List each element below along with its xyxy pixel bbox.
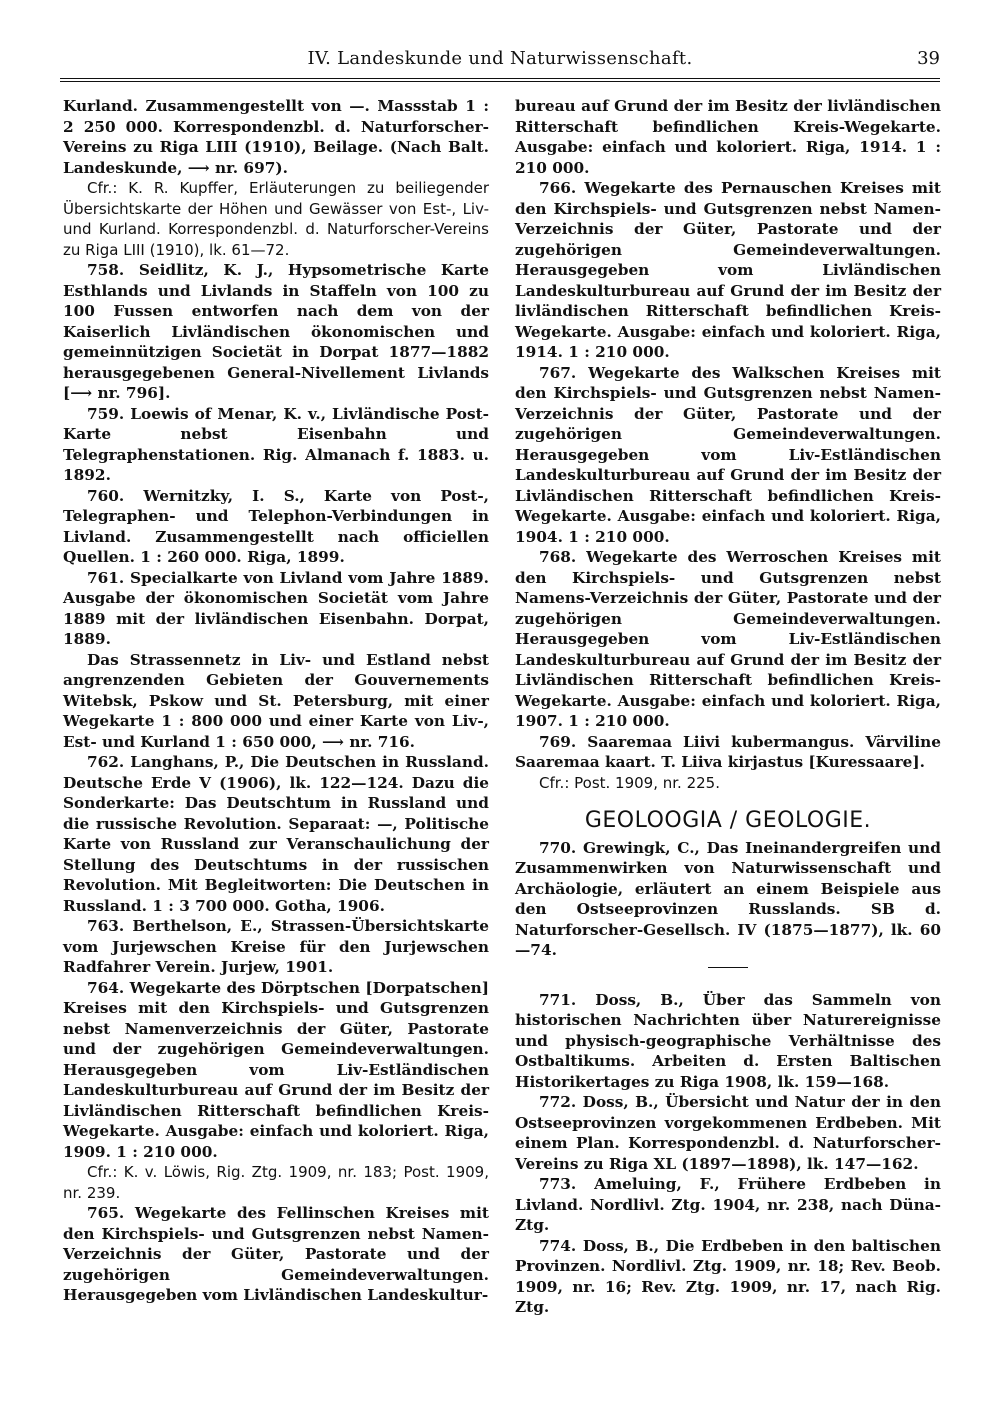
bibliography-entry: 769. Saaremaa Liivi kubermangus. Värviline Saaremaa kaart. T. Liiva kirjastus [Kuressaare].	[515, 732, 941, 771]
bibliography-entry: bureau auf Grund der im Besitz der livländischen Ritterschaft befindlichen Kreis-Wegekarte. Ausgabe: einfach und koloriert. Riga, 1914. 1 : 210 000.	[515, 97, 941, 177]
bibliography-entry: 761. Specialkarte von Livland vom Jahre 1889. Ausgabe der ökonomischen Societät vom Jahre 1889 mit der livländischen Eisenbahn. Dorpat, 1889.	[63, 568, 489, 648]
bibliography-entry: 774. Doss, B., Die Erdbeben in den baltischen Provinzen. Nordlivl. Ztg. 1909, nr. 18; Rev. Beob. 1909, nr. 16; Rev. Ztg. 1909, nr. 17, nach Rig. Ztg.	[515, 1236, 941, 1316]
bibliography-entry: 773. Ameluing, F., Frühere Erdbeben in Livland. Nordlivl. Ztg. 1904, nr. 238, nach Düna-Ztg.	[515, 1175, 941, 1234]
bibliography-entry: 764. Wegekarte des Dörptschen [Dorpatschen] Kreises mit den Kirchspiels- und Gutsgrenzen nebst Namenverzeichnis der Güter, Pastorate und der zugehörigen Gemeindeverwaltungen. Herausgegeben vom Liv-Estländischen Landeskulturbureau auf Grund der im Besitz der Livländischen Ritterschaft befindlichen Kreis-Wegekarte. Ausgabe: einfach und koloriert. Riga, 1909. 1 : 210 000.	[63, 978, 489, 1161]
reference-note: Cfr.: K. R. Kupffer, Erläuterungen zu beiliegender Übersichtskarte der Höhen und Gewässer von Est-, Liv- und Kurland. Korrespondenzbl. d. Naturforscher-Vereins zu Riga LIII (1910), lk. 61—72.	[63, 179, 489, 259]
page-number: 39	[917, 48, 940, 69]
header-rule-thin	[60, 81, 940, 82]
bibliography-entry: 758. Seidlitz, K. J., Hypsometrische Karte Esthlands und Livlands in Staffeln von 100 zu 100 Fussen entworfen nach dem von der Kaiserlich Livländischen ökonomischen und gemeinnützigen Societät in Dorpat 1877—1882 herausgegebenen General-Nivellement Livlands [⟶ nr. 796].	[63, 261, 489, 402]
bibliography-entry: 766. Wegekarte des Pernauschen Kreises mit den Kirchspiels- und Gutsgrenzen nebst Namen-Verzeichnis der Güter, Pastorate und der zugehörigen Gemeindeverwaltungen. Herausgegeben vom Livländischen Landeskulturbureau auf Grund der im Besitz der livländischen Ritterschaft befindlichen Kreis-Wegekarte. Ausgabe: einfach und koloriert. Riga, 1914. 1 : 210 000.	[515, 179, 941, 361]
page-header	[60, 40, 940, 74]
left-column	[63, 96, 489, 1306]
bibliography-entry: Das Strassennetz in Liv- und Estland nebst angrenzenden Gebieten der Gouvernements Witebsk, Pskow und St. Petersburg, mit einer Wegekarte 1 : 800 000 und einer Karte von Liv-, Est- und Kurland 1 : 650 000, ⟶ nr. 716.	[63, 650, 489, 751]
header-rule	[60, 78, 940, 79]
bibliography-entry: 759. Loewis of Menar, K. v., Livländische Post-Karte nebst Eisenbahn und Telegraphenstationen. Rig. Almanach f. 1883. u. 1892.	[63, 404, 489, 484]
bibliography-entry: 762. Langhans, P., Die Deutschen in Russland. Deutsche Erde V (1906), lk. 122—124. Dazu die Sonderkarte: Das Deutschtum in Russland und die russische Revolution. Separaat: —, Politische Karte von Russland zur Veranschaulichung der Stellung des Deutschtums in der russischen Revolution. Mit Begleitworten: Die Deutschen in Russland. 1 : 3 700 000. Gotha, 1906.	[63, 753, 489, 915]
bibliography-entry: 760. Wernitzky, I. S., Karte von Post-, Telegraphen- und Telephon-Verbindungen in Livland. Zusammengestellt nach officiellen Quellen. 1 : 260 000. Riga, 1899.	[63, 486, 489, 566]
right-column	[515, 96, 941, 1318]
bibliography-entry: 771. Doss, B., Über das Sammeln von historischen Nachrichten über Naturereignisse und physisch-geographische Verhältnisse des Ostbaltikums. Arbeiten d. Ersten Baltischen Historikertages zu Riga 1908, lk. 159—168.	[515, 990, 941, 1091]
separator-rule	[708, 967, 748, 968]
bibliography-entry: 765. Wegekarte des Fellinschen Kreises mit den Kirchspiels- und Gutsgrenzen nebst Namen-Verzeichnis der Güter, Pastorate und der zugehörigen Gemeindeverwaltungen. Herausgegeben vom Livländischen Landeskultur-	[63, 1204, 489, 1304]
bibliography-entry: Kurland. Zusammengestellt von —. Massstab 1 : 2 250 000. Korrespondenzbl. d. Naturforscher-Vereins zu Riga LIII (1910), Beilage. (Nach Balt. Landeskunde, ⟶ nr. 697).	[63, 97, 489, 177]
reference-note: Cfr.: Post. 1909, nr. 225.	[539, 773, 720, 792]
bibliography-entry: 770. Grewingk, C., Das Ineinandergreifen und Zusammenwirken von Naturwissenschaft und Archäologie, erläutert an einem Beispiele aus den Ostseeprovinzen Russlands. SB d. Naturforscher-Gesellsch. IV (1875—1877), lk. 60—74.	[515, 838, 941, 959]
bibliography-entry: 768. Wegekarte des Werroschen Kreises mit den Kirchspiels- und Gutsgrenzen nebst Namens-Verzeichnis der Güter, Pastorate und der zugehörigen Gemeindeverwaltungen. Herausgegeben vom Liv-Estländischen Landeskulturbureau auf Grund der im Besitz der Livländischen Ritterschaft befindlichen Kreis-Wegekarte. Ausgabe: einfach und koloriert. Riga, 1907. 1 : 210 000.	[515, 548, 941, 730]
bibliography-entry: 772. Doss, B., Übersicht und Natur der in den Ostseeprovinzen vorgekommenen Erdbeben. Mit einem Plan. Korrespondenzbl. d. Naturforscher-Vereins zu Riga XL (1897—1898), lk. 147—162.	[515, 1093, 941, 1173]
running-title: IV. Landeskunde und Naturwissenschaft.	[307, 48, 693, 69]
section-heading: GEOLOOGIA / GEOLOGIE.	[584, 808, 872, 833]
bibliography-entry: 763. Berthelson, E., Strassen-Übersichtskarte vom Jurjewschen Kreise für den Jurjewschen Radfahrer Verein. Jurjew, 1901.	[63, 917, 489, 976]
reference-note: Cfr.: K. v. Löwis, Rig. Ztg. 1909, nr. 183; Post. 1909, nr. 239.	[63, 1163, 489, 1202]
bibliography-entry: 767. Wegekarte des Walkschen Kreises mit den Kirchspiels- und Gutsgrenzen nebst Namen-Verzeichnis der Güter, Pastorate und der zugehörigen Gemeindeverwaltungen. Herausgegeben vom Liv-Estländischen Landeskulturbureau auf Grund der im Besitz der Livländischen Ritterschaft befindlichen Kreis-Wegekarte. Ausgabe: einfach und koloriert. Riga, 1904. 1 : 210 000.	[515, 363, 941, 546]
